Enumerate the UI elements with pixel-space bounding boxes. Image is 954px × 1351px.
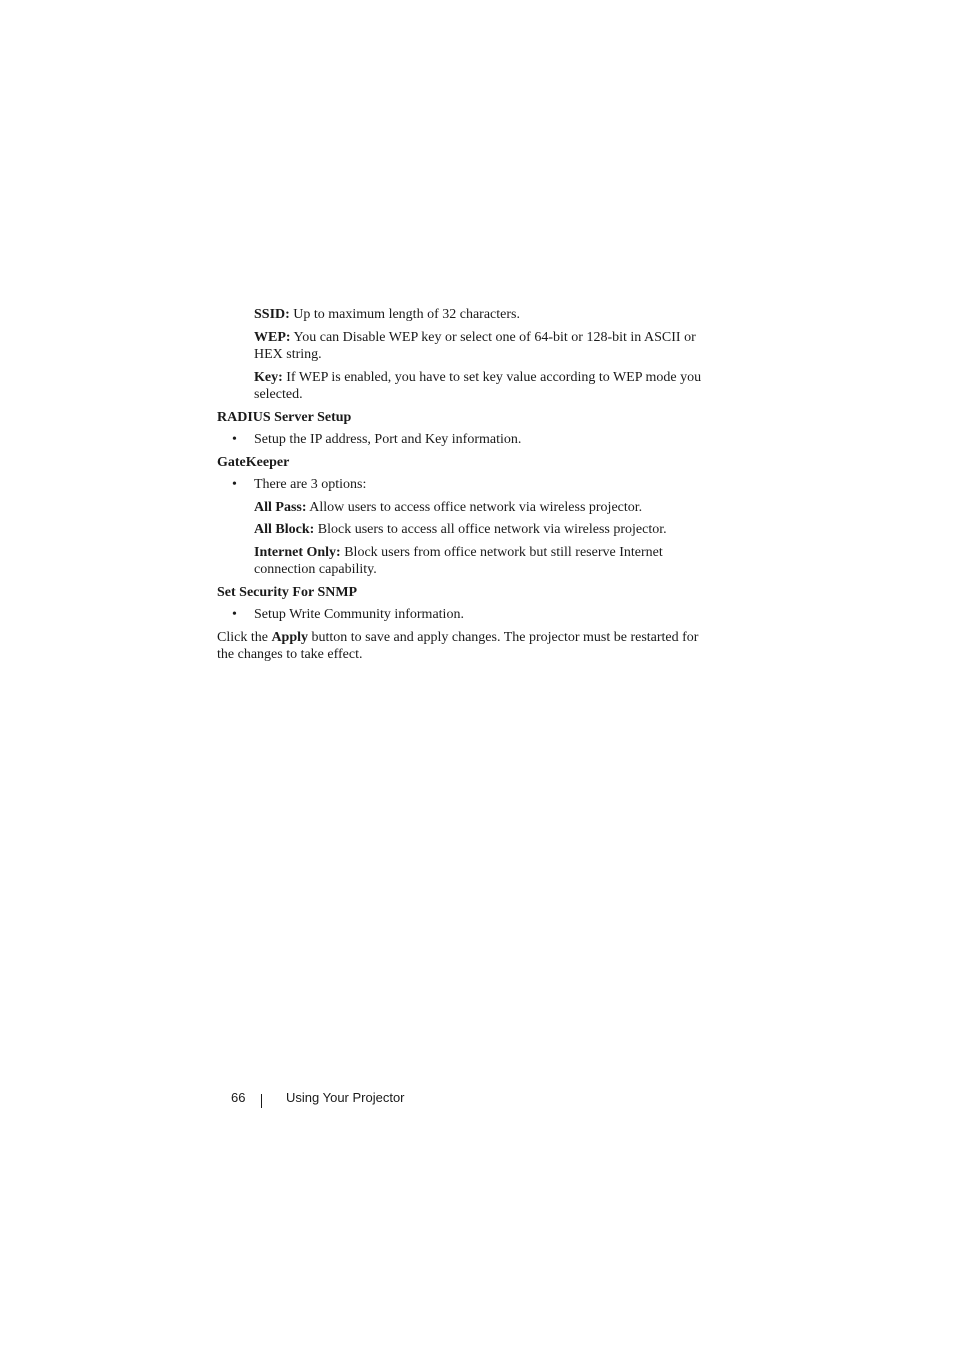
footer-divider: [261, 1094, 262, 1108]
ssid-label: SSID:: [254, 307, 290, 322]
all-block-text: Block users to access all office network via wireless projector.: [314, 522, 667, 537]
closing-paragraph: [217, 629, 717, 664]
bullet-glyph: •: [232, 477, 237, 492]
all-pass-text: Allow users to access office network via wireless projector.: [306, 499, 643, 515]
all-pass-label: All Pass:: [254, 499, 307, 515]
all-block-item: [254, 521, 717, 539]
bullet-glyph: •: [232, 432, 237, 447]
radius-bullet: [232, 431, 717, 449]
closing-post: button to save and apply changes. The projector must be restarted for the changes to take effect.: [217, 629, 699, 662]
all-block-label: All Block:: [254, 522, 315, 537]
gatekeeper-bullet-text: There are 3 options:: [254, 477, 367, 492]
radius-bullet-text: Setup the IP address, Port and Key information.: [254, 432, 522, 447]
wep-item: [254, 329, 717, 364]
internet-only-text: Block users from office network but still reserve Internet connection capability.: [254, 544, 663, 577]
bullet-glyph: •: [232, 607, 237, 622]
ssid-text: Up to maximum length of 32 characters.: [289, 307, 520, 322]
internet-only-label: Internet Only:: [254, 544, 341, 560]
key-item: [254, 369, 717, 404]
section-title: Using Your Projector: [286, 1090, 405, 1105]
closing-pre: Click the: [217, 629, 272, 645]
wep-text: You can Disable WEP key or select one of 64-bit or 128-bit in ASCII or HEX string.: [254, 329, 696, 362]
key-label: Key:: [254, 369, 283, 385]
document-body: [217, 306, 717, 669]
internet-only-item: [254, 544, 717, 579]
gatekeeper-heading: GateKeeper: [217, 454, 290, 470]
radius-heading: RADIUS Server Setup: [217, 409, 352, 425]
all-pass-item: [254, 499, 717, 517]
snmp-heading: Set Security For SNMP: [217, 584, 358, 600]
key-text: If WEP is enabled, you have to set key value according to WEP mode you selected.: [254, 369, 702, 402]
wep-label: WEP:: [254, 329, 291, 345]
ssid-item: [254, 306, 717, 324]
snmp-bullet-text: Setup Write Community information.: [254, 607, 464, 622]
apply-term: Apply: [271, 629, 309, 645]
snmp-bullet: [232, 606, 717, 624]
page-number: 66: [231, 1090, 246, 1105]
gatekeeper-bullet: [232, 476, 717, 494]
page-footer: [0, 1089, 954, 1109]
